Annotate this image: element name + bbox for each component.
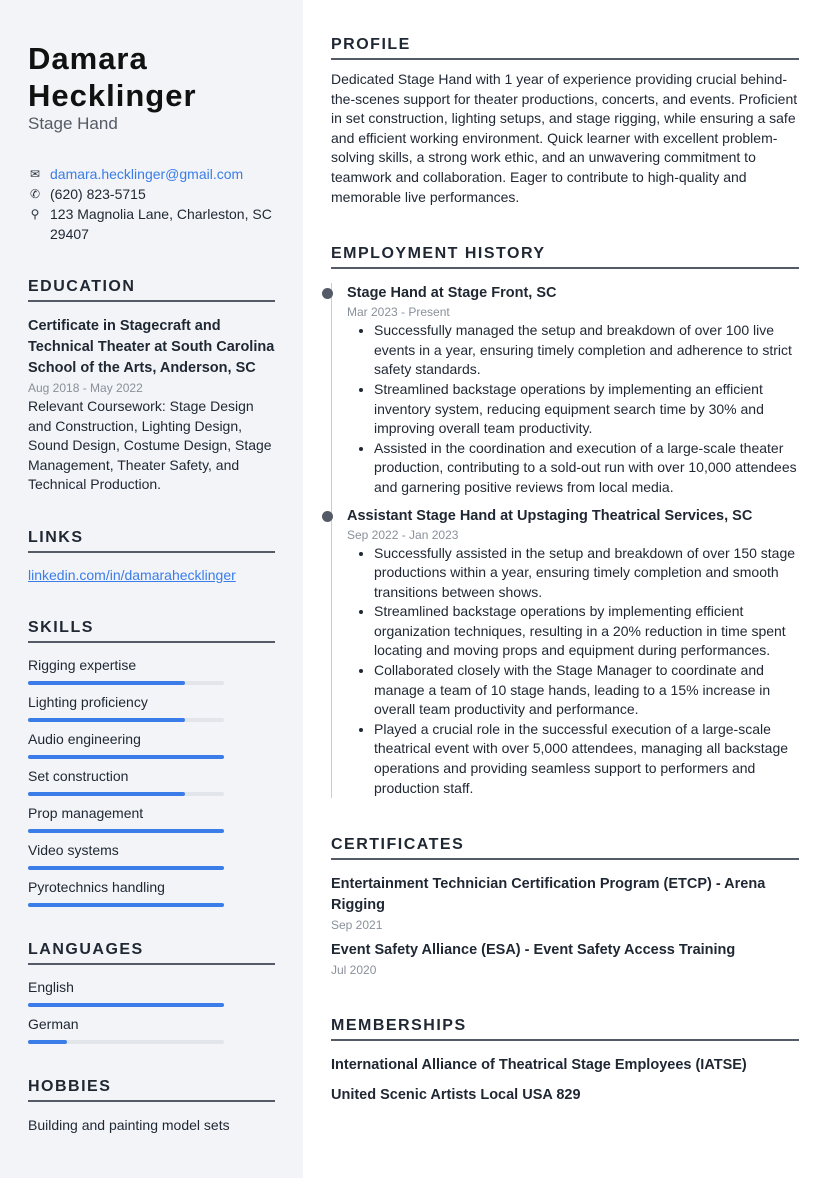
skills-bar-fill — [28, 866, 224, 870]
languages-list — [28, 979, 275, 1044]
skills-bar-fill — [28, 718, 185, 722]
main-content — [331, 36, 799, 1144]
skills-item — [28, 694, 275, 722]
contact-info — [28, 164, 275, 244]
job-bullet: • Collaborated closely with the Stage Manager to coordinate and manage a team of 10 stage hands, leading to a 15% increase in overall team productivity and performance. — [374, 661, 799, 720]
education-title: Certificate in Stagecraft and Technical Theater at South Carolina School of the Arts, Anderson, SC — [28, 318, 275, 376]
skills-bar-fill — [28, 903, 224, 907]
skills-name: Lighting proficiency — [28, 693, 148, 710]
skills-bar — [28, 792, 224, 796]
timeline-dot-icon — [322, 511, 333, 522]
skills-bar-fill — [28, 755, 224, 759]
skills-item — [28, 842, 275, 870]
employment-heading: EMPLOYMENT HISTORY — [331, 245, 799, 269]
job-bullet: • Streamlined backstage operations by implementing an efficient inventory system, reducing equipment search time by 30% and improving overall team productivity. — [374, 380, 799, 439]
memberships-heading: MEMBERSHIPS — [331, 1017, 799, 1041]
links-heading: LINKS — [28, 529, 275, 553]
sidebar — [0, 0, 303, 1178]
membership-item: United Scenic Artists Local USA 829 — [331, 1087, 581, 1104]
languages-bar — [28, 1003, 224, 1007]
skills-name: Prop management — [28, 804, 144, 821]
languages-bar — [28, 1040, 224, 1044]
first-name: Damara — [28, 41, 148, 76]
languages-heading: LANGUAGES — [28, 941, 275, 965]
linkedin-link[interactable]: linkedin.com/in/damarahecklinger — [28, 566, 236, 583]
languages-name: English — [28, 978, 74, 995]
job-entry — [332, 283, 799, 497]
job-bullet: • Played a crucial role in the successful execution of a large-scale theatrical event with over 5,000 attendees, managing all backstage operations and providing seamless support to performers and production staff. — [374, 720, 799, 798]
envelope-icon: ✉ — [29, 167, 41, 181]
job-title: Stage Hand — [28, 114, 118, 133]
job-bullet: • Assisted in the coordination and execution of a large-scale theater production, contributing to a sold-out run with over 10,000 attendees and garnering positive reviews from local media. — [374, 439, 799, 498]
skills-name: Set construction — [28, 767, 129, 784]
skills-item — [28, 879, 275, 907]
skills-item — [28, 805, 275, 833]
languages-bar-fill — [28, 1040, 67, 1044]
email-link[interactable]: damara.hecklinger@gmail.com — [50, 166, 244, 182]
job-date: Mar 2023 - Present — [347, 305, 450, 320]
languages-name: German — [28, 1015, 79, 1032]
skills-bar — [28, 681, 224, 685]
skills-item — [28, 657, 275, 685]
skills-bar — [28, 755, 224, 759]
skills-bar-fill — [28, 829, 224, 833]
phone-icon: ✆ — [29, 187, 41, 201]
certificate-title: Entertainment Technician Certification Program (ETCP) - Arena Rigging — [331, 876, 766, 914]
timeline-dot-icon — [322, 288, 333, 299]
languages-item — [28, 979, 275, 1007]
certificate-date: Sep 2021 — [331, 918, 383, 933]
certificate-title: Event Safety Alliance (ESA) - Event Safety Access Training — [331, 942, 736, 959]
education-date: Aug 2018 - May 2022 — [28, 381, 143, 395]
phone: (620) 823-5715 — [50, 186, 146, 202]
address: 123 Magnolia Lane, Charleston, SC 29407 — [50, 206, 272, 242]
job-title: Assistant Stage Hand at Upstaging Theatrical Services, SC — [347, 507, 753, 524]
skills-bar — [28, 903, 224, 907]
languages-item — [28, 1016, 275, 1044]
job-bullet: • Streamlined backstage operations by implementing efficient organization techniques, resulting in a 20% reduction in time spent locating and moving props and equipment during performances. — [374, 602, 799, 661]
profile-heading: PROFILE — [331, 36, 799, 60]
job-title: Stage Hand at Stage Front, SC — [347, 285, 557, 302]
skills-list — [28, 657, 275, 907]
job-date: Sep 2022 - Jan 2023 — [347, 527, 459, 542]
education-desc: Relevant Coursework: Stage Design and Construction, Lighting Design, Sound Design, Costume Design, Stage Management, Theater Safety, and Technical Production. — [28, 398, 272, 493]
certificate-date: Jul 2020 — [331, 963, 377, 978]
job-bullet: • Successfully assisted in the setup and breakdown of over 150 stage productions within a year, ensuring timely completion and smooth transitions between shows. — [374, 544, 799, 603]
membership-item: International Alliance of Theatrical Stage Employees (IATSE) — [331, 1057, 747, 1074]
certificates-list — [331, 874, 799, 979]
skills-name: Audio engineering — [28, 730, 141, 747]
skills-heading: SKILLS — [28, 619, 275, 643]
hobbies-heading: HOBBIES — [28, 1078, 275, 1102]
skills-bar-fill — [28, 681, 185, 685]
skills-bar — [28, 866, 224, 870]
job-bullets — [347, 544, 799, 799]
job-bullets — [347, 321, 799, 497]
jobs-list — [331, 283, 799, 798]
skills-item — [28, 731, 275, 759]
location-pin-icon: ⚲ — [30, 207, 40, 221]
skills-bar — [28, 829, 224, 833]
languages-bar-fill — [28, 1003, 224, 1007]
skills-bar-fill — [28, 792, 185, 796]
last-name: Hecklinger — [28, 78, 197, 113]
job-bullet: • Successfully managed the setup and breakdown of over 100 live events in a year, ensuring timely completion and adherence to strict safety standards. — [374, 321, 799, 380]
skills-name: Video systems — [28, 841, 119, 858]
job-entry — [332, 506, 799, 799]
education-heading: EDUCATION — [28, 278, 275, 302]
certificates-heading: CERTIFICATES — [331, 836, 799, 860]
hobby: Building and painting model sets — [28, 1116, 230, 1133]
skills-item — [28, 768, 275, 796]
skills-name: Rigging expertise — [28, 656, 137, 673]
skills-bar — [28, 718, 224, 722]
skills-name: Pyrotechnics handling — [28, 878, 165, 895]
profile-text: Dedicated Stage Hand with 1 year of experience providing crucial behind-the-scenes support for theater productions, concerts, and events. Proficient in set construction, lighting setups, and stage rigging, while ensuring a safe and efficient working environment. Quick learner with excellent problem-solving skills, a strong work ethic, and an unwavering commitment to teamwork and collaboration. Eager to contribute to high-quality and memorable live performances. — [331, 71, 798, 205]
